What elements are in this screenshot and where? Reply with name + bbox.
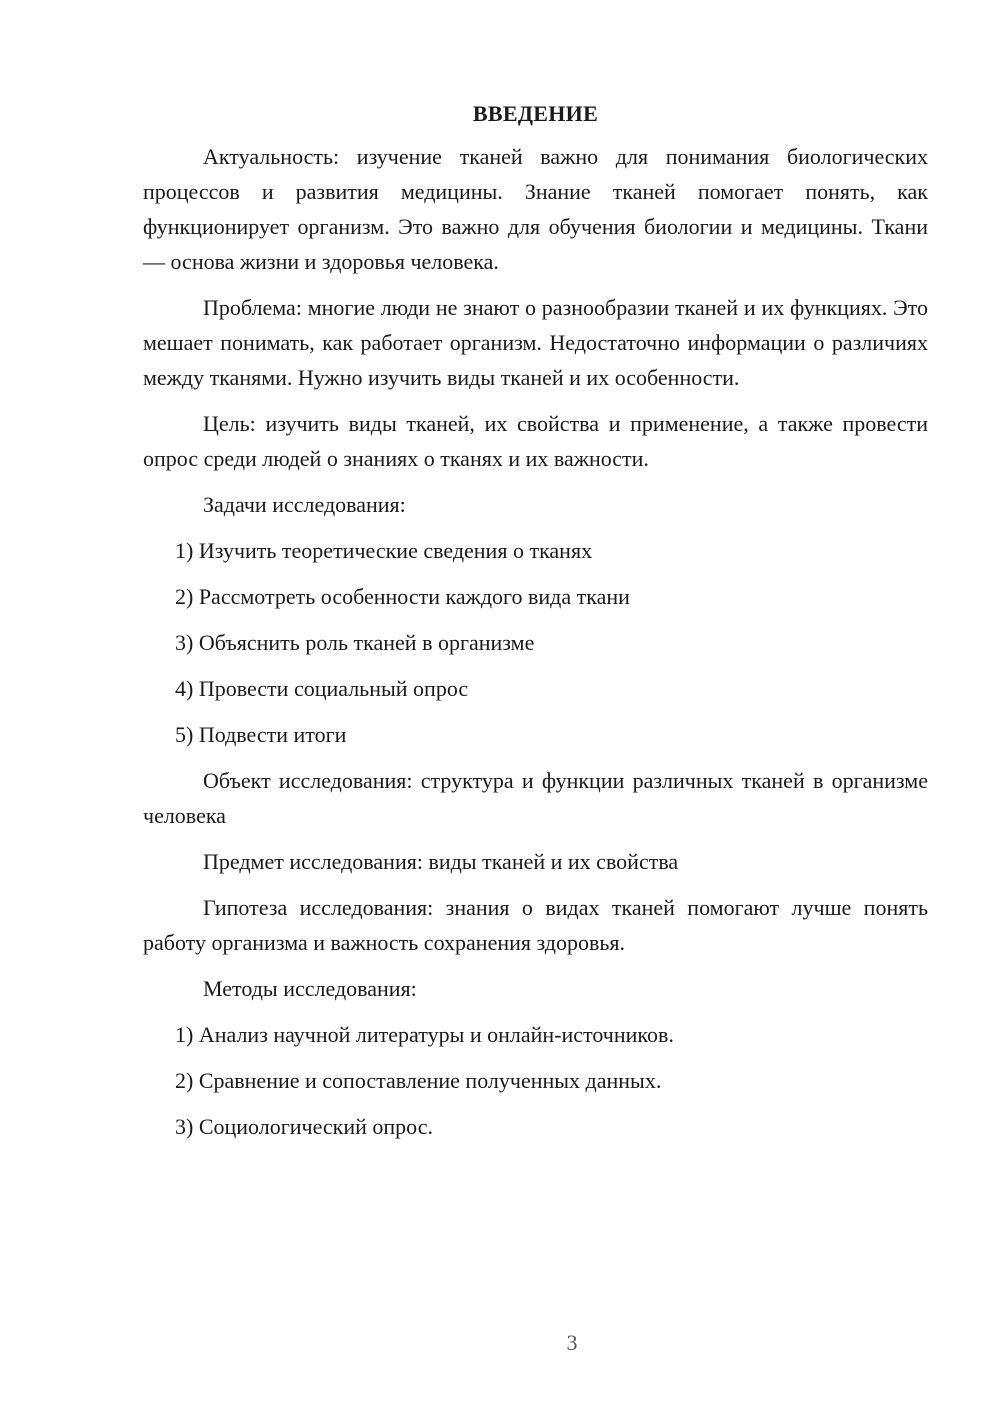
page-content <box>143 96 928 1155</box>
method-item: 3) Социологический опрос. <box>175 1114 433 1139</box>
hypothesis-paragraph: Гипотеза исследования: знания о видах тканей помогают лучше понять работу организма и важность сохранения здоровья. <box>143 895 928 955</box>
method-item: 2) Сравнение и сопоставление полученных данных. <box>175 1068 662 1093</box>
task-item: 2) Рассмотреть особенности каждого вида ткани <box>175 584 630 609</box>
methods-heading: Методы исследования: <box>203 976 417 1001</box>
method-item: 1) Анализ научной литературы и онлайн-источников. <box>175 1022 674 1047</box>
task-item: 3) Объяснить роль тканей в организме <box>175 630 535 655</box>
relevance-paragraph: Актуальность: изучение тканей важно для понимания биологических процессов и развития медицины. Знание тканей помогает понять, как функционирует организм. Это важно для обучения биологии и медицины. Ткани — основа жизни и здоровья человека. <box>143 144 928 274</box>
object-paragraph: Объект исследования: структура и функции различных тканей в организме человека <box>143 768 928 828</box>
tasks-heading: Задачи исследования: <box>203 492 406 517</box>
section-title: ВВЕДЕНИЕ <box>472 101 599 126</box>
task-item: 1) Изучить теоретические сведения о тканях <box>175 538 593 563</box>
goal-paragraph: Цель: изучить виды тканей, их свойства и применение, а также провести опрос среди людей о знаниях о тканях и их важности. <box>143 411 928 471</box>
page-number: 3 <box>566 1330 578 1355</box>
task-item: 5) Подвести итоги <box>175 722 347 747</box>
methods-list <box>143 1017 928 1144</box>
task-item: 4) Провести социальный опрос <box>175 676 469 701</box>
problem-paragraph: Проблема: многие люди не знают о разнообразии тканей и их функциях. Это мешает понимать, как работает организм. Недостаточно информации о различиях между тканями. Нужно изучить виды тканей и их особенности. <box>143 295 928 390</box>
subject-paragraph: Предмет исследования: виды тканей и их свойства <box>203 849 679 874</box>
tasks-list <box>143 533 928 752</box>
